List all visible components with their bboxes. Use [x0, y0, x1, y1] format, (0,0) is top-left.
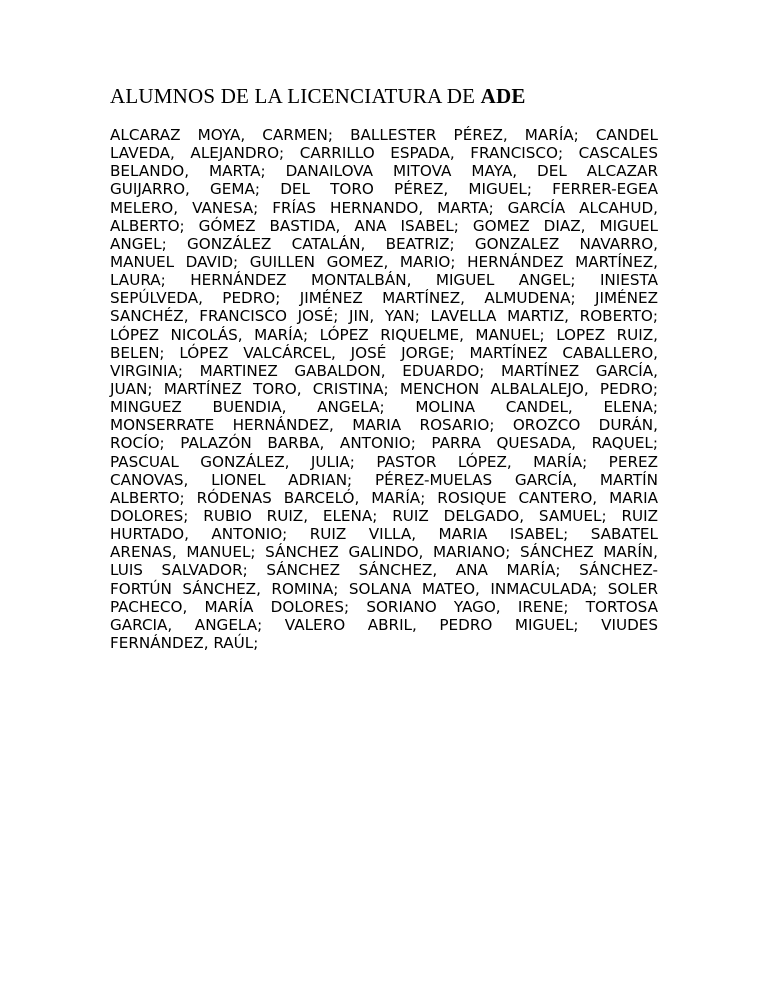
student-list-line: ALBERTO; RÓDENAS BARCELÓ, MARÍA; ROSIQUE CANTERO, MARIA [110, 488, 658, 507]
student-list-line: MINGUEZ BUENDIA, ANGELA; MOLINA CANDEL, ELENA; [110, 398, 658, 417]
student-list-line: BELANDO, MARTA; DANAILOVA MITOVA MAYA, DEL ALCAZAR [110, 162, 658, 181]
student-list-line: ANGEL; GONZÁLEZ CATALÁN, BEATRIZ; GONZALEZ NAVARRO, [110, 234, 658, 253]
student-list-line: CANOVAS, LIONEL ADRIAN; PÉREZ-MUELAS GARCÍA, MARTÍN [110, 470, 658, 489]
student-list-line: PASCUAL GONZÁLEZ, JULIA; PASTOR LÓPEZ, MARÍA; PEREZ [110, 452, 658, 471]
student-list-line: LAURA; HERNÁNDEZ MONTALBÁN, MIGUEL ANGEL; INIESTA [110, 271, 658, 290]
student-list-line: MONSERRATE HERNÁNDEZ, MARIA ROSARIO; OROZCO DURÁN, [110, 416, 658, 435]
student-list-line: GARCIA, ANGELA; VALERO ABRIL, PEDRO MIGUEL; VIUDES [110, 615, 658, 634]
student-list-line: MANUEL DAVID; GUILLEN GOMEZ, MARIO; HERNÁNDEZ MARTÍNEZ, [110, 252, 658, 271]
student-list-line: LÓPEZ NICOLÁS, MARÍA; LÓPEZ RIQUELME, MANUEL; LOPEZ RUIZ, [110, 325, 658, 344]
student-list-line: PACHECO, MARÍA DOLORES; SORIANO YAGO, IRENE; TORTOSA [110, 597, 658, 616]
student-list-line: HURTADO, ANTONIO; RUIZ VILLA, MARIA ISABEL; SABATEL [110, 525, 658, 544]
student-list-line: FERNÁNDEZ, RAÚL; [110, 633, 259, 652]
student-list-line: ALBERTO; GÓMEZ BASTIDA, ANA ISABEL; GOMEZ DIAZ, MIGUEL [110, 216, 658, 235]
student-list-line: VIRGINIA; MARTINEZ GABALDON, EDUARDO; MARTÍNEZ GARCÍA, [110, 361, 658, 380]
student-list [110, 126, 658, 652]
student-list-line: ARENAS, MANUEL; SÁNCHEZ GALINDO, MARIANO; SÁNCHEZ MARÍN, [110, 543, 658, 562]
student-list-line: LUIS SALVADOR; SÁNCHEZ SÁNCHEZ, ANA MARÍA; SÁNCHEZ- [110, 561, 658, 580]
student-list-line: ROCÍO; PALAZÓN BARBA, ANTONIO; PARRA QUESADA, RAQUEL; [110, 434, 658, 453]
student-list-line: MELERO, VANESA; FRÍAS HERNANDO, MARTA; GARCÍA ALCAHUD, [110, 198, 658, 217]
student-list-line: GUIJARRO, GEMA; DEL TORO PÉREZ, MIGUEL; FERRER-EGEA [110, 180, 658, 199]
student-list-line: ALCARAZ MOYA, CARMEN; BALLESTER PÉREZ, MARÍA; CANDEL [110, 126, 658, 144]
document-title [110, 84, 526, 109]
student-list-line: FORTÚN SÁNCHEZ, ROMINA; SOLANA MATEO, INMACULADA; SOLER [110, 579, 658, 598]
student-list-line: SEPÚLVEDA, PEDRO; JIMÉNEZ MARTÍNEZ, ALMUDENA; JIMÉNEZ [110, 289, 658, 308]
student-list-line: JUAN; MARTÍNEZ TORO, CRISTINA; MENCHON ALBALALEJO, PEDRO; [110, 379, 658, 398]
student-list-line: SANCHÉZ, FRANCISCO JOSÉ; JIN, YAN; LAVELLA MARTIZ, ROBERTO; [110, 307, 658, 326]
student-list-line: DOLORES; RUBIO RUIZ, ELENA; RUIZ DELGADO, SAMUEL; RUIZ [110, 506, 658, 525]
document-title-emphasis: ADE [480, 84, 526, 108]
student-list-line: LAVEDA, ALEJANDRO; CARRILLO ESPADA, FRANCISCO; CASCALES [110, 144, 658, 163]
document-title-text: ALUMNOS DE LA LICENCIATURA DE [110, 84, 476, 108]
student-list-line: BELEN; LÓPEZ VALCÁRCEL, JOSÉ JORGE; MARTÍNEZ CABALLERO, [110, 343, 658, 362]
